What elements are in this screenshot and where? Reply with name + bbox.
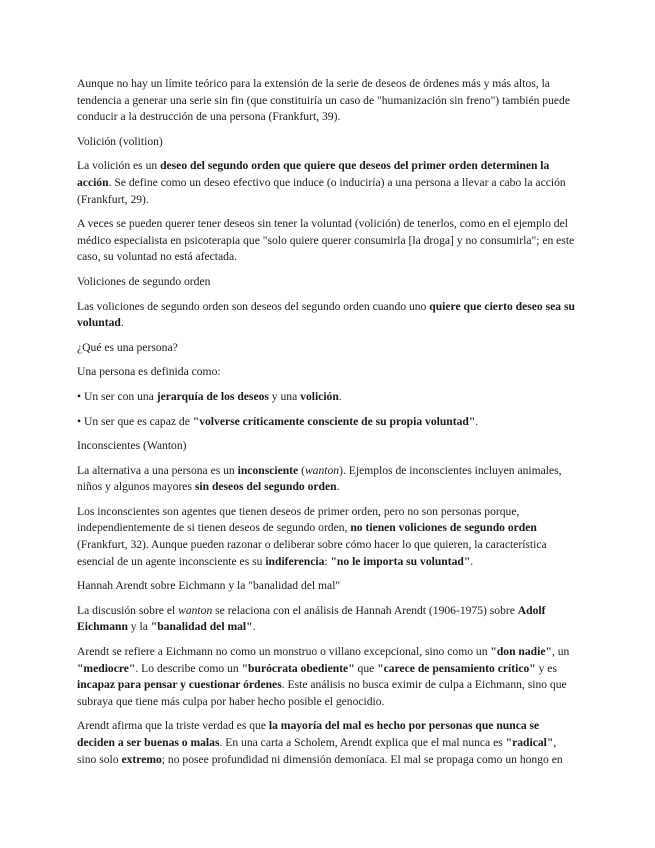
arendt-mal-paragraph	[77, 718, 577, 768]
arendt-intro-paragraph	[77, 603, 577, 636]
text-run: .	[475, 414, 479, 428]
volicion-example-paragraph	[77, 216, 577, 266]
bold-text-run: Adolf Eichmann	[77, 603, 546, 634]
text-run: • Un ser que es capaz de	[77, 414, 193, 428]
text-run: ). Ejemplos de inconscientes incluyen animales, niños y algunos mayores	[77, 463, 562, 494]
text-run: La alternativa a una persona es un	[77, 463, 238, 477]
text-run: , un	[551, 645, 570, 659]
text-run: . Se define como un deseo efectivo que induce (o induciría) a una persona a llevar a cabo la acción (Frankfurt, 29).	[77, 175, 566, 206]
text-run: Arendt se refiere a Eichmann no como un monstruo o villano excepcional, sino como un	[77, 645, 491, 659]
text-run: Una persona es definida como:	[77, 365, 221, 379]
volicion-definition-paragraph	[77, 158, 577, 208]
inconscientes-definition-paragraph	[77, 463, 577, 496]
text-run: .	[120, 316, 124, 330]
bold-text-run: quiere que cierto deseo sea su voluntad	[77, 299, 575, 330]
text-run: Hannah Arendt sobre Eichmann y la "banalidad del mal"	[77, 579, 341, 593]
text-run: y la	[127, 620, 151, 634]
text-run: Las voliciones de segundo orden son deseos del segundo orden cuando uno	[77, 299, 430, 313]
bold-text-run: jerarquía de los deseos	[156, 389, 269, 403]
bold-text-run: sin deseos del segundo orden	[194, 480, 337, 494]
text-run: La volición es un	[77, 159, 161, 173]
arendt-eichmann-paragraph	[77, 644, 577, 710]
bold-text-run: no tienen voliciones de segundo orden	[350, 521, 537, 535]
text-run: :	[324, 554, 331, 568]
bold-text-run: "radical"	[505, 736, 554, 749]
text-run: que	[354, 661, 378, 675]
intro-paragraph	[77, 76, 577, 126]
text-run: (	[298, 463, 305, 477]
text-run: La discusión sobre el	[77, 603, 179, 617]
bold-text-run: la mayoría del mal es hecho por personas que nunca se deciden a ser buenas o malas	[77, 719, 540, 749]
text-run: .	[252, 620, 256, 634]
text-run: . Este análisis no busca eximir de culpa a Eichmann, sino que subraya que tiene más culpa por haber hecho posible el genocidio.	[77, 678, 567, 708]
bold-text-run: extremo	[121, 752, 162, 766]
bold-text-run: incapaz para pensar y cuestionar órdenes	[77, 678, 282, 692]
text-run: . Lo describe como un	[135, 661, 242, 675]
persona-bullet-2	[77, 414, 577, 431]
persona-bullet-1	[77, 389, 577, 406]
bold-text-run: "volverse críticamente consciente de su propia voluntad"	[192, 414, 476, 428]
bold-text-run: "burócrata obediente"	[241, 661, 355, 675]
inconscientes-detail-paragraph	[77, 504, 577, 570]
text-run: y es	[535, 661, 557, 675]
text-run: A veces se pueden querer tener deseos sin tener la voluntad (volición) de tenerlos, como en el ejemplo del médico especialista en psicoterapia que "solo quiere querer consumirla [la droga] y no consumirla"; en este caso, su voluntad no está afectada.	[77, 217, 575, 264]
text-run: , sino solo	[77, 736, 557, 766]
text-run: .	[336, 480, 340, 494]
heading-volicion	[77, 134, 577, 151]
text-run: . En una carta a Scholem, Arendt explica que el mal nunca es	[219, 736, 506, 749]
bold-text-run: "don nadie"	[490, 645, 552, 659]
bold-text-run: inconsciente	[237, 463, 299, 477]
heading-arendt-eichmann	[77, 578, 577, 595]
document-page	[77, 76, 577, 776]
text-run: .	[470, 554, 474, 568]
text-run: Aunque no hay un límite teórico para la extensión de la serie de deseos de órdenes más y más altos, la tendencia a generar una serie sin fin (que constituiría un caso de "humanización sin freno") también puede conducir a la destrucción de una persona (Frankfurt, 39).	[77, 77, 570, 124]
bold-text-run: "banalidad del mal"	[150, 620, 253, 634]
italic-text-run: wanton	[178, 603, 213, 617]
bold-text-run: "carece de pensamiento crítico"	[377, 661, 536, 675]
bold-text-run: volición	[300, 389, 339, 403]
text-run: Voliciones de segundo orden	[77, 274, 211, 288]
heading-que-es-persona	[77, 340, 577, 357]
bold-text-run: "mediocre"	[77, 661, 136, 675]
text-run: Inconscientes (Wanton)	[77, 439, 187, 453]
persona-intro-paragraph	[77, 364, 577, 381]
voliciones-segundo-orden-paragraph	[77, 299, 577, 332]
text-run: y una	[268, 389, 301, 403]
text-run: .	[338, 389, 342, 403]
text-run: (Frankfurt, 32). Aunque pueden razonar o deliberar sobre cómo hacer lo que quieren, la característica esencial de un agente inconsciente es su	[77, 538, 547, 568]
text-run: Arendt afirma que la triste verdad es que	[77, 719, 269, 733]
text-run: se relaciona con el análisis de Hannah Arendt (1906-1975) sobre	[212, 603, 518, 617]
heading-inconscientes	[77, 438, 577, 455]
italic-text-run: wanton	[304, 463, 340, 477]
text-run: ¿Qué es una persona?	[77, 340, 178, 354]
bold-text-run: "no le importa su voluntad"	[330, 554, 471, 568]
text-run: Los inconscientes son agentes que tienen deseos de primer orden, pero no son personas porque, independientemente de si tienen deseos de segundo orden,	[77, 504, 520, 535]
text-run: ; no posee profundidad ni dimensión demoníaca. El mal se propaga como un hongo en	[161, 752, 563, 766]
heading-voliciones-segundo-orden	[77, 274, 577, 291]
text-run: Volición (volition)	[77, 134, 163, 148]
text-run: • Un ser con una	[77, 389, 157, 403]
bold-text-run: deseo del segundo orden que quiere que deseos del primer orden determinen la acción	[77, 159, 550, 189]
bold-text-run: indiferencia	[265, 554, 325, 568]
